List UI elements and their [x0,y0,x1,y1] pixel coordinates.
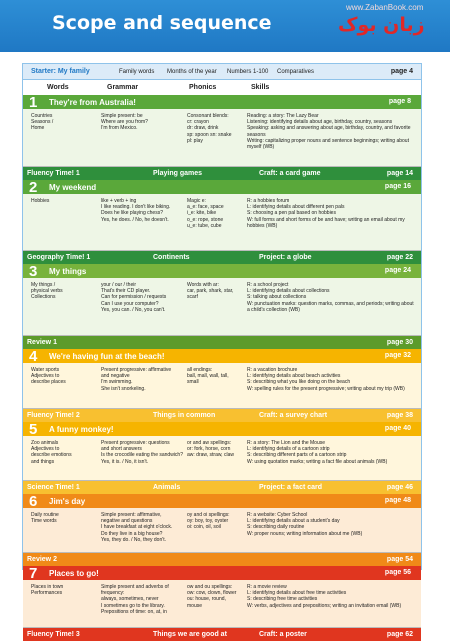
review-page: page 30 [386,339,413,346]
unit-words: Places in town Performances [31,584,64,597]
unit-grammar: like + verb + ing I like reading. I don't like biking. Does he like playing chess? Yes, he does. / No, he doesn't. [101,198,171,223]
unit-skills: R: a vacation brochure L: identifying details about beach activities S: describing what you like doing on the beach W: spelling rules for the present progressive; writing about my trip (WB) [247,367,405,392]
unit-grammar: Simple present and adverbs of frequency: always, sometimes, never I sometimes go to the library. Prepositions of time: on, at, in [101,584,169,615]
starter-item: Comparatives [277,69,315,75]
review-row [23,628,421,641]
unit-skills: R: a story: The Lion and the Mouse L: identifying details of a cartoon strip S: describing different parts of a cartoon strip W: using quotation marks; writing a fact file about animals (WB) [247,440,388,465]
review-row [23,251,421,264]
review-name: Fluency Time! 1 [27,170,80,177]
review-topic: Animals [153,484,181,491]
unit-6 [23,494,421,553]
unit-1 [23,95,421,167]
starter-label: Starter: My family [31,68,90,75]
unit-bar [23,180,421,194]
review-page: page 22 [386,254,413,261]
review-topic: Playing games [153,170,203,177]
unit-skills: R: a movie review L: identifying details about free time activities S: describing free time activities W: verbs, adjectives and prepositions; writing an invitation email (WB) [247,584,402,609]
review-page: page 54 [386,556,413,563]
site-url: www.ZabanBook.com [346,3,424,12]
page-header [0,0,450,52]
col-phonics: Phonics [189,84,217,91]
unit-words: My things / physical verbs Collections [31,282,63,301]
page-title: Scope and sequence [52,12,272,34]
unit-page: page 40 [384,425,411,432]
unit-phonics: oy and oi spellings: oy: boy, toy, oyster oi: coin, oil, soil [187,512,230,531]
starter-item: Numbers 1-100 [227,69,269,75]
starter-item: Family words [119,69,155,75]
review-name: Fluency Time! 2 [27,412,80,419]
review-craft: Craft: a poster [259,631,307,638]
review-craft: Project: a globe [259,254,312,261]
unit-title: Places to go! [49,569,99,578]
unit-words: Countries Seasons / Home [31,113,54,132]
unit-grammar: Present progressive: affirmative and negative I'm swimming. She isn't snorkeling. [101,367,172,392]
unit-title: My things [49,267,87,276]
unit-bar [23,264,421,278]
unit-title: A funny monkey! [49,425,114,434]
unit-skills: R: a website: Cyber School L: identifying details about a student's day S: describing daily routine W: proper nouns; writing information about me (WB) [247,512,363,537]
review-name: Review 1 [27,339,57,346]
review-name: Fluency Time! 3 [27,631,80,638]
unit-page: page 24 [384,267,411,274]
unit-phonics: or and aw spellings: or: fork, horse, corn aw: draw, straw, claw [187,440,234,459]
unit-words: Hobbies [31,198,50,204]
unit-phonics: Magic e: a_e: face, space i_e: kite, bike o_e: rope, stone u_e: tube, cube [187,198,224,229]
unit-number: 4 [29,348,38,365]
unit-words: Daily routine Time words [31,512,59,525]
unit-skills: Reading: a story: The Lazy Bear Listening: identifying details about age, birthday, country, seasons Speaking: asking and answering about age, birthday, country, and favorite seasons Writing: capitalizing proper nouns and sentence beginnings; writing about myself (WB) [247,113,411,151]
review-page: page 62 [386,631,413,638]
unit-4 [23,349,421,409]
unit-page: page 56 [384,569,411,576]
review-row [23,553,421,566]
unit-bar [23,95,421,109]
unit-number: 6 [29,493,38,510]
unit-title: They're from Australia! [49,98,136,107]
unit-7 [23,566,421,628]
unit-page: page 48 [384,497,411,504]
unit-number: 2 [29,179,38,196]
unit-page: page 8 [388,98,411,105]
unit-number: 7 [29,565,38,582]
column-headers [23,81,421,94]
review-name: Geography Time! 1 [27,254,91,261]
starter-row [23,64,421,80]
starter-item: Months of the year [167,69,217,75]
unit-3 [23,264,421,336]
unit-grammar: Simple present: be Where are you from? I'm from Mexico. [101,113,148,132]
site-logo: زبان بوک [338,14,425,36]
review-craft: Craft: a survey chart [259,412,328,419]
unit-phonics: all endings: ball, mall, wall, tall, small [187,367,229,386]
review-row [23,481,421,494]
unit-title: Jim's day [49,497,86,506]
review-topic: Continents [153,254,190,261]
unit-skills: R: a school project L: identifying details about collections S: talking about collections W: punctuation marks: question marks, commas, and periods; writing about a child's collection (WB) [247,282,414,313]
unit-words: Zoo animals Adjectives to describe emotions and things [31,440,72,465]
unit-grammar: Present progressive: questions and short answers Is the crocodile eating the sandwich? Yes, it is. / No, it isn't. [101,440,183,465]
col-words: Words [47,84,69,91]
unit-5 [23,422,421,481]
review-name: Science Time! 1 [27,484,80,491]
col-skills: Skills [251,84,270,91]
unit-grammar: Simple present: affirmative, negative and questions I have breakfast at eight o'clock. Do they live in a big house? Yes, they do. / No, they don't. [101,512,173,543]
col-grammar: Grammar [107,84,139,91]
unit-number: 5 [29,421,38,438]
review-page: page 46 [386,484,413,491]
unit-number: 1 [29,94,38,111]
review-craft: Project: a fact card [259,484,323,491]
unit-page: page 16 [384,183,411,190]
review-page: page 14 [386,170,413,177]
unit-grammar: your / our / their That's their CD player. Can for permission / requests Can I use your computer? Yes, you can. / No, you can't. [101,282,167,313]
unit-title: My weekend [49,183,97,192]
unit-2 [23,180,421,251]
unit-skills: R: a hobbies forum L: identifying details about different pen pals S: choosing a pen pal based on hobbies W: full forms and short forms of be and have; writing an email about my hobbies (WB) [247,198,405,229]
review-topic: Things in common [153,412,216,419]
unit-phonics: Consonant blends: cr: crayon dr: draw, drink sp: spoon sn: snake pl: play [187,113,232,144]
review-row [23,336,421,349]
scope-table [22,63,422,638]
review-name: Review 2 [27,556,57,563]
unit-bar [23,494,421,508]
unit-page: page 32 [384,352,411,359]
unit-words: Water sports Adjectives to describe places [31,367,66,386]
review-page: page 38 [386,412,413,419]
review-craft: Craft: a card game [259,170,321,177]
unit-bar [23,349,421,363]
unit-phonics: Words with ar: car, park, shark, star, scarf [187,282,234,301]
unit-title: We're having fun at the beach! [49,352,165,361]
review-topic: Things we are good at [153,631,227,638]
starter-page: page 4 [390,68,413,75]
review-row [23,409,421,422]
unit-phonics: ow and ou spellings: ow: cow, clown, flower ou: house, round, mouse [187,584,237,609]
unit-bar [23,422,421,436]
unit-number: 3 [29,263,38,280]
review-row [23,167,421,180]
